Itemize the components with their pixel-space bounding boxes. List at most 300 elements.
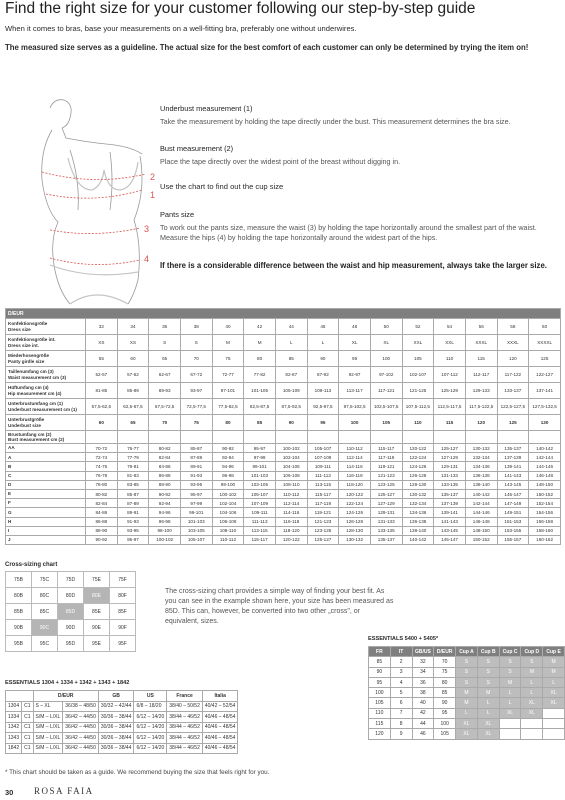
table-cell: 40 (412, 698, 434, 708)
intro-text: When it comes to bras, base your measurements on a well-fitting bra, preferably one without underwires. (5, 24, 357, 33)
table-cell: M (521, 667, 543, 677)
table-cell: 111-113 (307, 471, 339, 480)
table-header: Cup B (477, 647, 499, 657)
table-cell: S (499, 657, 521, 667)
table-cell: S (477, 657, 499, 667)
table-cell: 152-154 (529, 499, 561, 508)
table-row (6, 691, 238, 702)
table-cell: 75 (212, 351, 244, 367)
row-label: Unterbrustgröße Underbust size (6, 415, 86, 431)
table-cell: 127-129 (370, 499, 402, 508)
table-header (6, 691, 34, 702)
table-cell: 102,5-107,5 (370, 399, 402, 415)
table-cell: 4 (390, 677, 412, 687)
table-cell: 90-92 (149, 489, 181, 498)
table-cell: 130 (529, 415, 561, 431)
row-label: C (6, 471, 86, 480)
table-row (6, 471, 561, 480)
cross-size-cell: 85F (110, 604, 136, 620)
marker-3: 3 (144, 224, 150, 234)
table-row (369, 657, 565, 667)
table-cell: 122-124 (339, 499, 371, 508)
row-label: Unterbrustumfang cm (1) Underbust measurement cm (1) (6, 399, 86, 415)
table-cell: 113-115 (307, 480, 339, 489)
table-cell: 112-114 (275, 499, 307, 508)
row-label: Hüftumfang cm (4) Hip measurement cm (4) (6, 383, 86, 399)
table-header: Italia (202, 691, 238, 702)
table-cell: 85-87 (117, 489, 149, 498)
table-cell: 113-117 (339, 383, 371, 399)
table-cell: 32 (86, 319, 118, 335)
table-cell (434, 431, 466, 444)
table-cell: 100 (434, 719, 456, 729)
table-row (6, 535, 561, 544)
table-cell: 80 (212, 415, 244, 431)
table-cell: 98-100 (149, 526, 181, 535)
table-cell: 85 (244, 415, 276, 431)
table-cell: 130-132 (465, 444, 497, 453)
table-row (369, 729, 565, 739)
table-cell: XL (370, 335, 402, 351)
table-cell: 93-95 (180, 480, 212, 489)
table-cell: 82,5-87,5 (244, 399, 276, 415)
table-cell: 85-87 (180, 444, 212, 453)
table-cell: 148-150 (529, 480, 561, 489)
table-cell: 70-72 (86, 444, 118, 453)
table-cell: 121-123 (370, 471, 402, 480)
row-label: Miederhosengröße Panty girdle size (6, 351, 86, 367)
table-cell: 95 (339, 351, 371, 367)
table-cell: 144-146 (465, 508, 497, 517)
table-row (6, 588, 136, 604)
table-cell: 80-82 (149, 444, 181, 453)
table-cell: 36 (412, 677, 434, 687)
table-cell (499, 729, 521, 739)
table-cell: 104-106 (275, 462, 307, 471)
guideline-note: The measured size serves as a guideline. The actual size for the best comfort of each customer can only be determined by trying the item on! (5, 43, 529, 52)
table-cell: 6 (390, 698, 412, 708)
table-cell: S (456, 677, 478, 687)
table-cell: 75 (434, 667, 456, 677)
table-row (6, 489, 561, 498)
table-cell: L (307, 335, 339, 351)
cross-size-cell: 85E (84, 604, 110, 620)
table-cell: 94-96 (212, 462, 244, 471)
table-cell: XL (499, 708, 521, 718)
table-cell: XL (477, 729, 499, 739)
table-cell (339, 431, 371, 444)
table-cell: 130-132 (402, 489, 434, 498)
table-cell (543, 729, 565, 739)
table-cell: 103-105 (244, 480, 276, 489)
table-cell: 107-112 (434, 367, 466, 383)
table-cell: 38 (412, 688, 434, 698)
table-cell: 145-147 (434, 535, 466, 544)
table-cell: 127-129 (434, 453, 466, 462)
table-cell: XXL (434, 335, 466, 351)
table-cell: 91-93 (117, 517, 149, 526)
table-cell: 145-147 (497, 489, 529, 498)
table-cell: 81-83 (117, 471, 149, 480)
table-cell: 50 (370, 319, 402, 335)
table-cell: 158-160 (529, 526, 561, 535)
table-cell: 142-144 (465, 499, 497, 508)
table-row (369, 677, 565, 687)
table-cell: L (521, 677, 543, 687)
table-cell: 146-148 (465, 517, 497, 526)
table-cell: 48 (339, 319, 371, 335)
table-cell: 120-122 (275, 535, 307, 544)
table-cell: 56 (465, 319, 497, 335)
table-row (6, 604, 136, 620)
table-cell: S/M – L/XL (33, 733, 63, 744)
table-cell: 106-108 (212, 517, 244, 526)
table-cell: 136-138 (465, 471, 497, 480)
table-cell: M (477, 688, 499, 698)
table-cell (275, 431, 307, 444)
cross-size-cell: 90E (84, 620, 110, 636)
table-cell: 77-79 (117, 453, 149, 462)
table-cell: L (275, 335, 307, 351)
table-cell: 139-141 (497, 462, 529, 471)
table-cell: XL (521, 708, 543, 718)
table-cell: 154-156 (529, 508, 561, 517)
table-cell: 136-138 (402, 517, 434, 526)
table-cell: 123-125 (370, 480, 402, 489)
table-cell: 130-132 (339, 535, 371, 544)
cross-size-cell: 95D (58, 636, 84, 652)
table-cell (499, 719, 521, 729)
table-cell: 40 (212, 319, 244, 335)
table-cell: 120 (369, 729, 391, 739)
table-row (369, 719, 565, 729)
table-cell: C1 (22, 712, 33, 723)
cross-size-cell: 75B (6, 572, 32, 588)
table-cell: 80-82 (86, 489, 118, 498)
table-cell: 141-143 (434, 517, 466, 526)
table-row (6, 572, 136, 588)
table-cell: 122-124 (402, 453, 434, 462)
table-row (6, 453, 561, 462)
table-cell: 6/8 – 18/20 (134, 701, 167, 712)
table-cell: 153-155 (497, 526, 529, 535)
cross-size-cell: 85B (6, 604, 32, 620)
table-cell: L (521, 688, 543, 698)
table-cell: 90-92 (212, 444, 244, 453)
table-cell: 6/12 – 14/20 (134, 722, 167, 733)
table-cell: XS (117, 335, 149, 351)
cross-size-cell: 90B (6, 620, 32, 636)
table-cell: 84-86 (149, 462, 181, 471)
table-cell: 91-93 (180, 471, 212, 480)
table-row (6, 508, 561, 517)
table-cell: 92,5-97,5 (307, 399, 339, 415)
table-cell: 147-149 (497, 499, 529, 508)
table-cell: 40/46 – 48/54 (202, 743, 238, 754)
table-cell: S (149, 335, 181, 351)
table-cell: 108-110 (275, 480, 307, 489)
table-cell: 117,5-122,5 (465, 399, 497, 415)
table-cell: 138-140 (402, 526, 434, 535)
table-cell: 143-145 (497, 480, 529, 489)
table-cell: 38/44 – 46/52 (167, 722, 203, 733)
table-cell: M (212, 335, 244, 351)
table-cell: 96-98 (149, 517, 181, 526)
table-cell: 100 (370, 351, 402, 367)
table-row (6, 712, 238, 723)
table-cell (497, 431, 529, 444)
bust-text: Place the tape directly over the widest point of the breast without digging in. (160, 157, 401, 166)
table-cell: S/M – L/XL (33, 712, 63, 723)
row-label: Taillenumfang cm (3) Waist measurement cm (3) (6, 367, 86, 383)
table-cell: 137-139 (497, 453, 529, 462)
cross-size-cell: 75E (84, 572, 110, 588)
table-cell: 135-137 (497, 444, 529, 453)
table-cell (402, 431, 434, 444)
table-cell: 135-137 (434, 489, 466, 498)
table-cell: C1 (22, 722, 33, 733)
cross-size-cell: 95F (110, 636, 136, 652)
table-cell: 156-158 (529, 517, 561, 526)
table-row (6, 309, 561, 319)
table-cell: 113-115 (244, 526, 276, 535)
table-cell: 126-128 (402, 471, 434, 480)
table-cell: 129-131 (434, 462, 466, 471)
table-cell: XXXL (465, 335, 497, 351)
table-cell: 40/42 – 52/54 (202, 701, 238, 712)
table-cell: 100 (339, 415, 371, 431)
table-cell: 87-89 (117, 499, 149, 508)
table-cell: 62-67 (149, 367, 181, 383)
table-cell: 87-92 (307, 367, 339, 383)
table-cell: 30/32 – 42/44 (98, 701, 134, 712)
table-cell: 137-141 (529, 383, 561, 399)
table-cell: XXL (402, 335, 434, 351)
table-cell: 5 (390, 688, 412, 698)
table-row (369, 647, 565, 657)
table-cell: 101-105 (244, 383, 276, 399)
table-cell: 77-82 (244, 367, 276, 383)
table-row (6, 743, 238, 754)
table-cell: 107-109 (307, 453, 339, 462)
table-cell: 133-137 (497, 383, 529, 399)
table-cell: XL (339, 335, 371, 351)
bust-title: Bust measurement (2) (160, 144, 234, 153)
table-row (369, 708, 565, 718)
table-cell: 100-102 (275, 444, 307, 453)
table-row (6, 383, 561, 399)
cross-size-cell: 95B (6, 636, 32, 652)
table-cell: 57-62 (117, 367, 149, 383)
table-cell: L (499, 688, 521, 698)
table-cell: 110 (434, 351, 466, 367)
table-cell: 6/12 – 14/20 (134, 712, 167, 723)
table-cell: 109-111 (244, 508, 276, 517)
table-cell: 99-101 (180, 508, 212, 517)
table-cell: 109-113 (307, 383, 339, 399)
table-cell: XS (86, 335, 118, 351)
table-cell: 75-77 (117, 444, 149, 453)
table-cell: 82-84 (149, 453, 181, 462)
table-cell: 38 (180, 319, 212, 335)
essentials-1304-table (5, 690, 238, 754)
table-cell: 115-117 (370, 444, 402, 453)
table-cell: 143-145 (434, 526, 466, 535)
table-cell (117, 431, 149, 444)
table-cell: 119-121 (370, 462, 402, 471)
table-cell: 62,5-67,5 (117, 399, 149, 415)
table-cell: 138-140 (465, 480, 497, 489)
marker-1: 1 (150, 190, 156, 200)
table-cell: XL (521, 698, 543, 708)
table-cell (521, 719, 543, 729)
cross-sizing-note: The cross-sizing chart provides a simple way of finding your best fit. As you can see in the example shown here, your size has been measured as 85D. This can, however, be converted into two other „cross", or equivalent, sizes. (165, 588, 394, 625)
table-cell: 78-80 (86, 480, 118, 489)
table-cell: 125 (497, 415, 529, 431)
table-header: GB/US (412, 647, 434, 657)
table-cell: 105 (434, 729, 456, 739)
table-cell: M (456, 688, 478, 698)
table-cell: XL (477, 719, 499, 729)
table-cell: 128-130 (402, 480, 434, 489)
table-cell: 120-122 (402, 444, 434, 453)
row-label: A (6, 453, 86, 462)
table-cell: 117-119 (370, 453, 402, 462)
table-cell: 97,5-102,5 (339, 399, 371, 415)
table-cell: 82-87 (275, 367, 307, 383)
table-cell: 57,5-62,5 (86, 399, 118, 415)
table-cell: M (456, 698, 478, 708)
table-cell: 119-121 (307, 508, 339, 517)
essentials-1304-label: ESSENTIALS 1304 + 1334 + 1342 + 1343 + 1842 (5, 680, 130, 686)
table-cell: 36/38 – 48/50 (63, 701, 99, 712)
table-header: Cup C (499, 647, 521, 657)
table-cell: 121-123 (307, 517, 339, 526)
table-cell (543, 708, 565, 718)
cross-size-cell: 80F (110, 588, 136, 604)
table-cell: 38/44 – 46/52 (167, 733, 203, 744)
table-cell: 86-88 (86, 517, 118, 526)
table-cell: 110-112 (275, 489, 307, 498)
table-cell: 112,5-117,5 (434, 399, 466, 415)
table-cell: 101-103 (244, 471, 276, 480)
table-cell: 74-76 (86, 462, 118, 471)
table-cell (521, 729, 543, 739)
table-cell: L (543, 677, 565, 687)
table-cell: M (543, 657, 565, 667)
table-cell (212, 431, 244, 444)
brand-logo: ROSA FAIA (34, 786, 94, 796)
footnote: * This chart should be taken as a guide. We recommend buying the size that feels right for you. (5, 769, 270, 776)
table-cell: 38/40 – 50/52 (167, 701, 203, 712)
table-cell: 134-136 (402, 508, 434, 517)
table-cell: 102-107 (402, 367, 434, 383)
underbust-text: Take the measurement by holding the tape directly under the bust. This measurement determines the bra size. (160, 117, 511, 126)
table-cell: 46 (412, 729, 434, 739)
table-cell: 140-142 (465, 489, 497, 498)
pants-text: To work out the pants size, measure the waist (3) by holding the tape horizontally around the smallest part of the waist. Measure the hips (4) by holding the tape horizontally around the widest part of the hips. (160, 223, 537, 242)
table-header: GB (98, 691, 134, 702)
size-chart-table (5, 308, 561, 545)
table-cell: 44 (275, 319, 307, 335)
table-cell: 94-96 (149, 508, 181, 517)
table-cell: 79-81 (117, 462, 149, 471)
body-measurement-illustration (10, 90, 160, 310)
pants-title: Pants size (160, 210, 195, 219)
table-cell: 40/46 – 48/54 (202, 712, 238, 723)
table-cell: 6/12 – 14/20 (134, 733, 167, 744)
table-cell: 32 (412, 657, 434, 667)
table-cell: M (543, 667, 565, 677)
table-cell: 105-109 (275, 383, 307, 399)
table-cell: 144-146 (529, 462, 561, 471)
table-cell: 40/46 – 48/54 (202, 722, 238, 733)
table-cell: M (244, 335, 276, 351)
table-row (6, 462, 561, 471)
table-row (6, 480, 561, 489)
table-header: Cup E (543, 647, 565, 657)
table-cell: 146-148 (529, 471, 561, 480)
table-row (6, 367, 561, 383)
table-cell: 122,5-127,5 (497, 399, 529, 415)
table-header: France (167, 691, 203, 702)
table-cell: 110-112 (212, 535, 244, 544)
difference-note: If there is a considerable difference between the waist and hip measurement, always take the larger size. (160, 261, 547, 270)
table-cell: 129-133 (465, 383, 497, 399)
table-cell: 75 (180, 415, 212, 431)
table-cell: 34 (117, 319, 149, 335)
table-cell: 9 (390, 729, 412, 739)
table-cell: 151-153 (497, 517, 529, 526)
table-cell: L (499, 698, 521, 708)
table-cell: 65 (149, 351, 181, 367)
table-cell: 30/36 – 38/44 (98, 733, 134, 744)
table-cell: 110-112 (339, 444, 371, 453)
table-cell: 150-152 (529, 489, 561, 498)
table-cell: 1343 (6, 733, 22, 744)
table-cell: 1304 (6, 701, 22, 712)
table-cell: 110 (402, 415, 434, 431)
table-header: D/EUR (434, 647, 456, 657)
table-cell: 125 (529, 351, 561, 367)
marker-2: 2 (150, 172, 156, 182)
table-cell: 108-110 (212, 526, 244, 535)
table-cell: 85-89 (117, 383, 149, 399)
table-cell: 36/42 – 44/50 (63, 733, 99, 744)
cross-size-cell: 95C (32, 636, 58, 652)
cross-size-cell: 90F (110, 620, 136, 636)
table-cell: 115-117 (307, 489, 339, 498)
table-cell: 117-121 (370, 383, 402, 399)
table-cell: 115 (465, 351, 497, 367)
table-cell: 7 (390, 708, 412, 718)
table-cell: 95 (307, 415, 339, 431)
table-cell: 100-102 (149, 535, 181, 544)
table-cell: 115-117 (244, 535, 276, 544)
table-cell: 95 (434, 708, 456, 718)
essentials-5400-table (368, 646, 565, 740)
cross-size-cell: 80D (58, 588, 84, 604)
table-cell: 38/44 – 46/52 (167, 743, 203, 754)
table-cell: 42 (244, 319, 276, 335)
table-cell: 116-118 (275, 517, 307, 526)
table-cell: 117-122 (497, 367, 529, 383)
bust-step (160, 144, 560, 167)
row-label: Konfektionsgröße int. Dress size int. (6, 335, 86, 351)
table-cell: 36/42 – 44/50 (63, 722, 99, 733)
page-number: 30 (5, 788, 14, 797)
table-cell: 120-122 (339, 489, 371, 498)
